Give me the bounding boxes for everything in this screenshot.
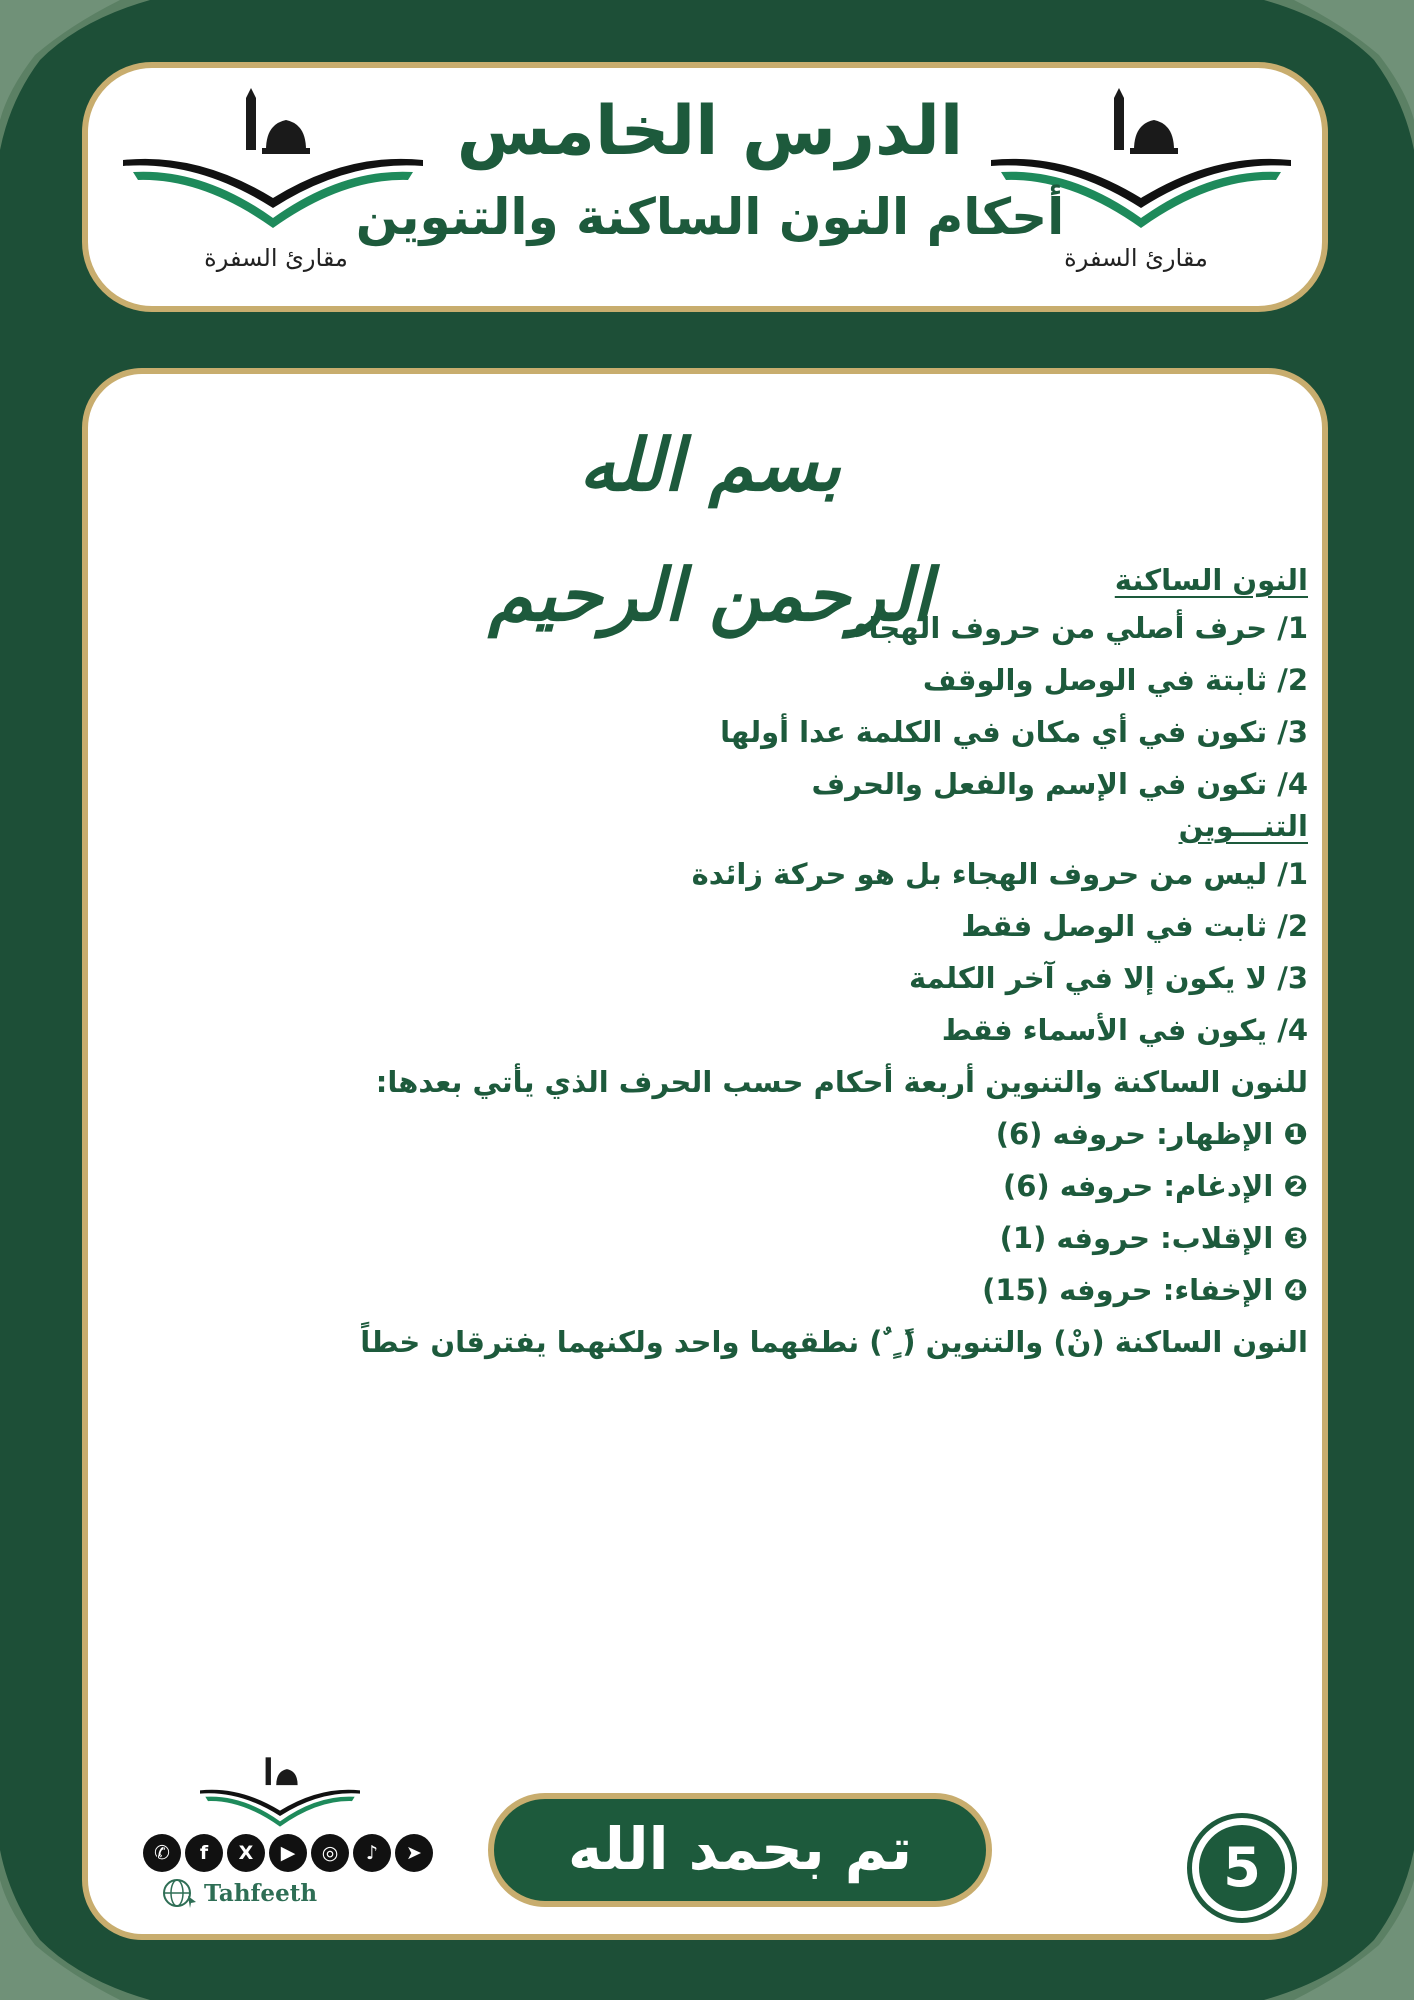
lesson-subtitle: أحكام النون الساكنة والتنوين [355, 188, 1065, 246]
telegram-icon[interactable]: ➤ [395, 1834, 433, 1872]
list-item: 4/ يكون في الأسماء فقط [941, 1013, 1308, 1047]
website-link[interactable] [162, 1878, 317, 1908]
rule-item: ❷ الإدغام: حروفه (6) [1002, 1169, 1308, 1203]
logo-caption-left: مقارئ السفرة [204, 244, 348, 272]
youtube-icon[interactable]: ▶ [269, 1834, 307, 1872]
tiktok-icon[interactable]: ♪ [353, 1834, 391, 1872]
list-item: 2/ ثابت في الوصل فقط [961, 909, 1308, 943]
list-item: 1/ حرف أصلي من حروف الهجاء [853, 611, 1308, 645]
list-item: 1/ ليس من حروف الهجاء بل هو حركة زائدة [691, 857, 1308, 891]
list-item: 3/ لا يكون إلا في آخر الكلمة [909, 961, 1308, 995]
lesson-title: الدرس الخامس [456, 92, 964, 171]
rule-item: ❶ الإظهار: حروفه (6) [995, 1117, 1308, 1151]
site-name: Tahfeeth [204, 1879, 318, 1907]
page-number-badge: 5 [1192, 1818, 1292, 1918]
social-icons-row [143, 1834, 433, 1872]
instagram-icon[interactable]: ◎ [311, 1834, 349, 1872]
tanween-heading: التنـــوين [1178, 809, 1308, 843]
x-icon[interactable]: X [227, 1834, 265, 1872]
closing-note: النون الساكنة (نْ) والتنوين (ً ٍ ٌ) نطقهما واحد ولكنهما يفترقان خطاً [360, 1325, 1308, 1359]
completion-banner: تم بحمد الله [488, 1793, 992, 1907]
whatsapp-icon[interactable]: ✆ [143, 1834, 181, 1872]
basmala-calligraphy: بسم الله الرحمن الرحيم [488, 422, 932, 637]
logo-caption-right: مقارئ السفرة [1064, 244, 1208, 272]
rule-item: ❹ الإخفاء: حروفه (15) [982, 1273, 1308, 1307]
list-item: 3/ تكون في أي مكان في الكلمة عدا أولها [720, 715, 1308, 749]
list-item: 2/ ثابتة في الوصل والوقف [922, 663, 1308, 697]
footer-logo-icon [190, 1752, 370, 1832]
lesson-content [208, 558, 1308, 1368]
noon-sakinah-heading: النون الساكنة [1114, 563, 1308, 597]
facebook-icon[interactable]: f [185, 1834, 223, 1872]
list-item: 4/ تكون في الإسم والفعل والحرف [811, 767, 1308, 801]
rule-item: ❸ الإقلاب: حروفه (1) [999, 1221, 1308, 1255]
globe-icon [162, 1878, 198, 1908]
rules-intro: للنون الساكنة والتنوين أربعة أحكام حسب الحرف الذي يأتي بعدها: [375, 1065, 1308, 1099]
